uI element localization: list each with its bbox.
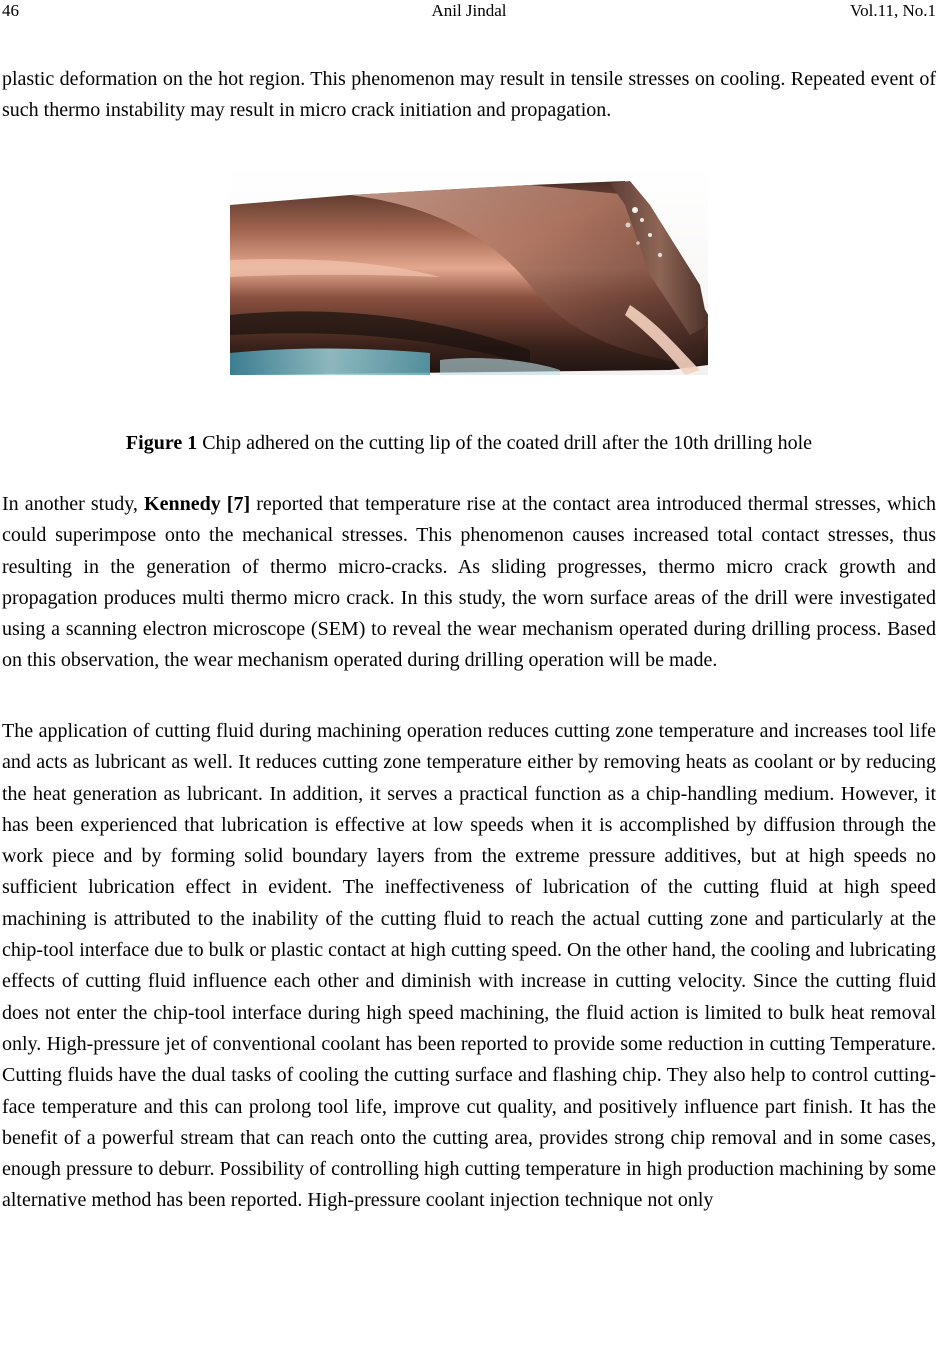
figure-caption — [0, 428, 938, 459]
drill-photo — [230, 165, 708, 395]
volume-info: Vol.11, No.1 — [850, 1, 936, 20]
paragraph-kennedy-study — [2, 489, 936, 677]
citation-kennedy: Kennedy [7] — [144, 493, 251, 515]
paragraph-thermal-instability: plastic deformation on the hot region. This phenomenon may result in tensile stresses on cooling. Repeated event of such thermo instability may result in micro crack initiation and propagation. — [2, 68, 936, 122]
paragraph-kennedy-lead: In another study, — [2, 493, 145, 515]
running-author: Anil Jindal — [431, 1, 507, 20]
page-number: 46 — [2, 1, 19, 20]
figure-caption-text: Chip adhered on the cutting lip of the coated drill after the 10th drilling hole — [197, 432, 813, 454]
coated-drill-chip-image — [230, 165, 708, 395]
page-header — [0, 0, 938, 26]
paragraph-cutting-fluid: The application of cutting fluid during machining operation reduces cutting zone temperature and increases tool life and acts as lubricant as well. It reduces cutting zone temperature either by removing heats as coolant or by reducing the heat generation as lubricant. In addition, it serves a practical function as a chip-handling medium. However, it has been experienced that lubrication is effective at low speeds when it is accomplished by diffusion through the work piece and by forming solid boundary layers from the extreme pressure additives, but at high speeds no sufficient lubrication effect in evident. The ineffectiveness of lubrication of the cutting fluid at high speed machining is attributed to the inability of the cutting fluid to reach the actual cutting zone and particularly at the chip-tool interface due to bulk or plastic contact at high cutting speed. On the other hand, the cooling and lubricating effects of cutting fluid influence each other and diminish with increase in cutting velocity. Since the cutting fluid does not enter the chip-tool interface during high speed machining, the fluid action is limited to bulk heat removal only. High-pressure jet of conventional coolant has been reported to provide some reduction in cutting Temperature. Cutting fluids have the dual tasks of cooling the cutting surface and flashing chip. They also help to control cutting-face temperature and this can prolong tool life, improve cut quality, and positively influence part finish. It has the benefit of a powerful stream that can reach onto the cutting area, provides strong chip removal and in some cases, enough pressure to deburr. Possibility of controlling high cutting temperature in high production machining by some alternative method has been reported. High-pressure coolant injection technique not only — [2, 720, 936, 1212]
paragraph-kennedy-rest: reported that temperature rise at the contact area introduced thermal stresses, which could superimpose onto the mechanical stresses. This phenomenon causes increased total contact stresses, thus resulting in the generation of thermo micro-cracks. As sliding progresses, thermo micro crack growth and propagation produces multi thermo micro crack. In this study, the worn surface areas of the drill were investigated using a scanning electron microscope (SEM) to reveal the wear mechanism operated during drilling process. Based on this observation, the wear mechanism operated during drilling operation will be made. — [2, 493, 937, 672]
figure-label: Figure 1 — [125, 432, 198, 454]
